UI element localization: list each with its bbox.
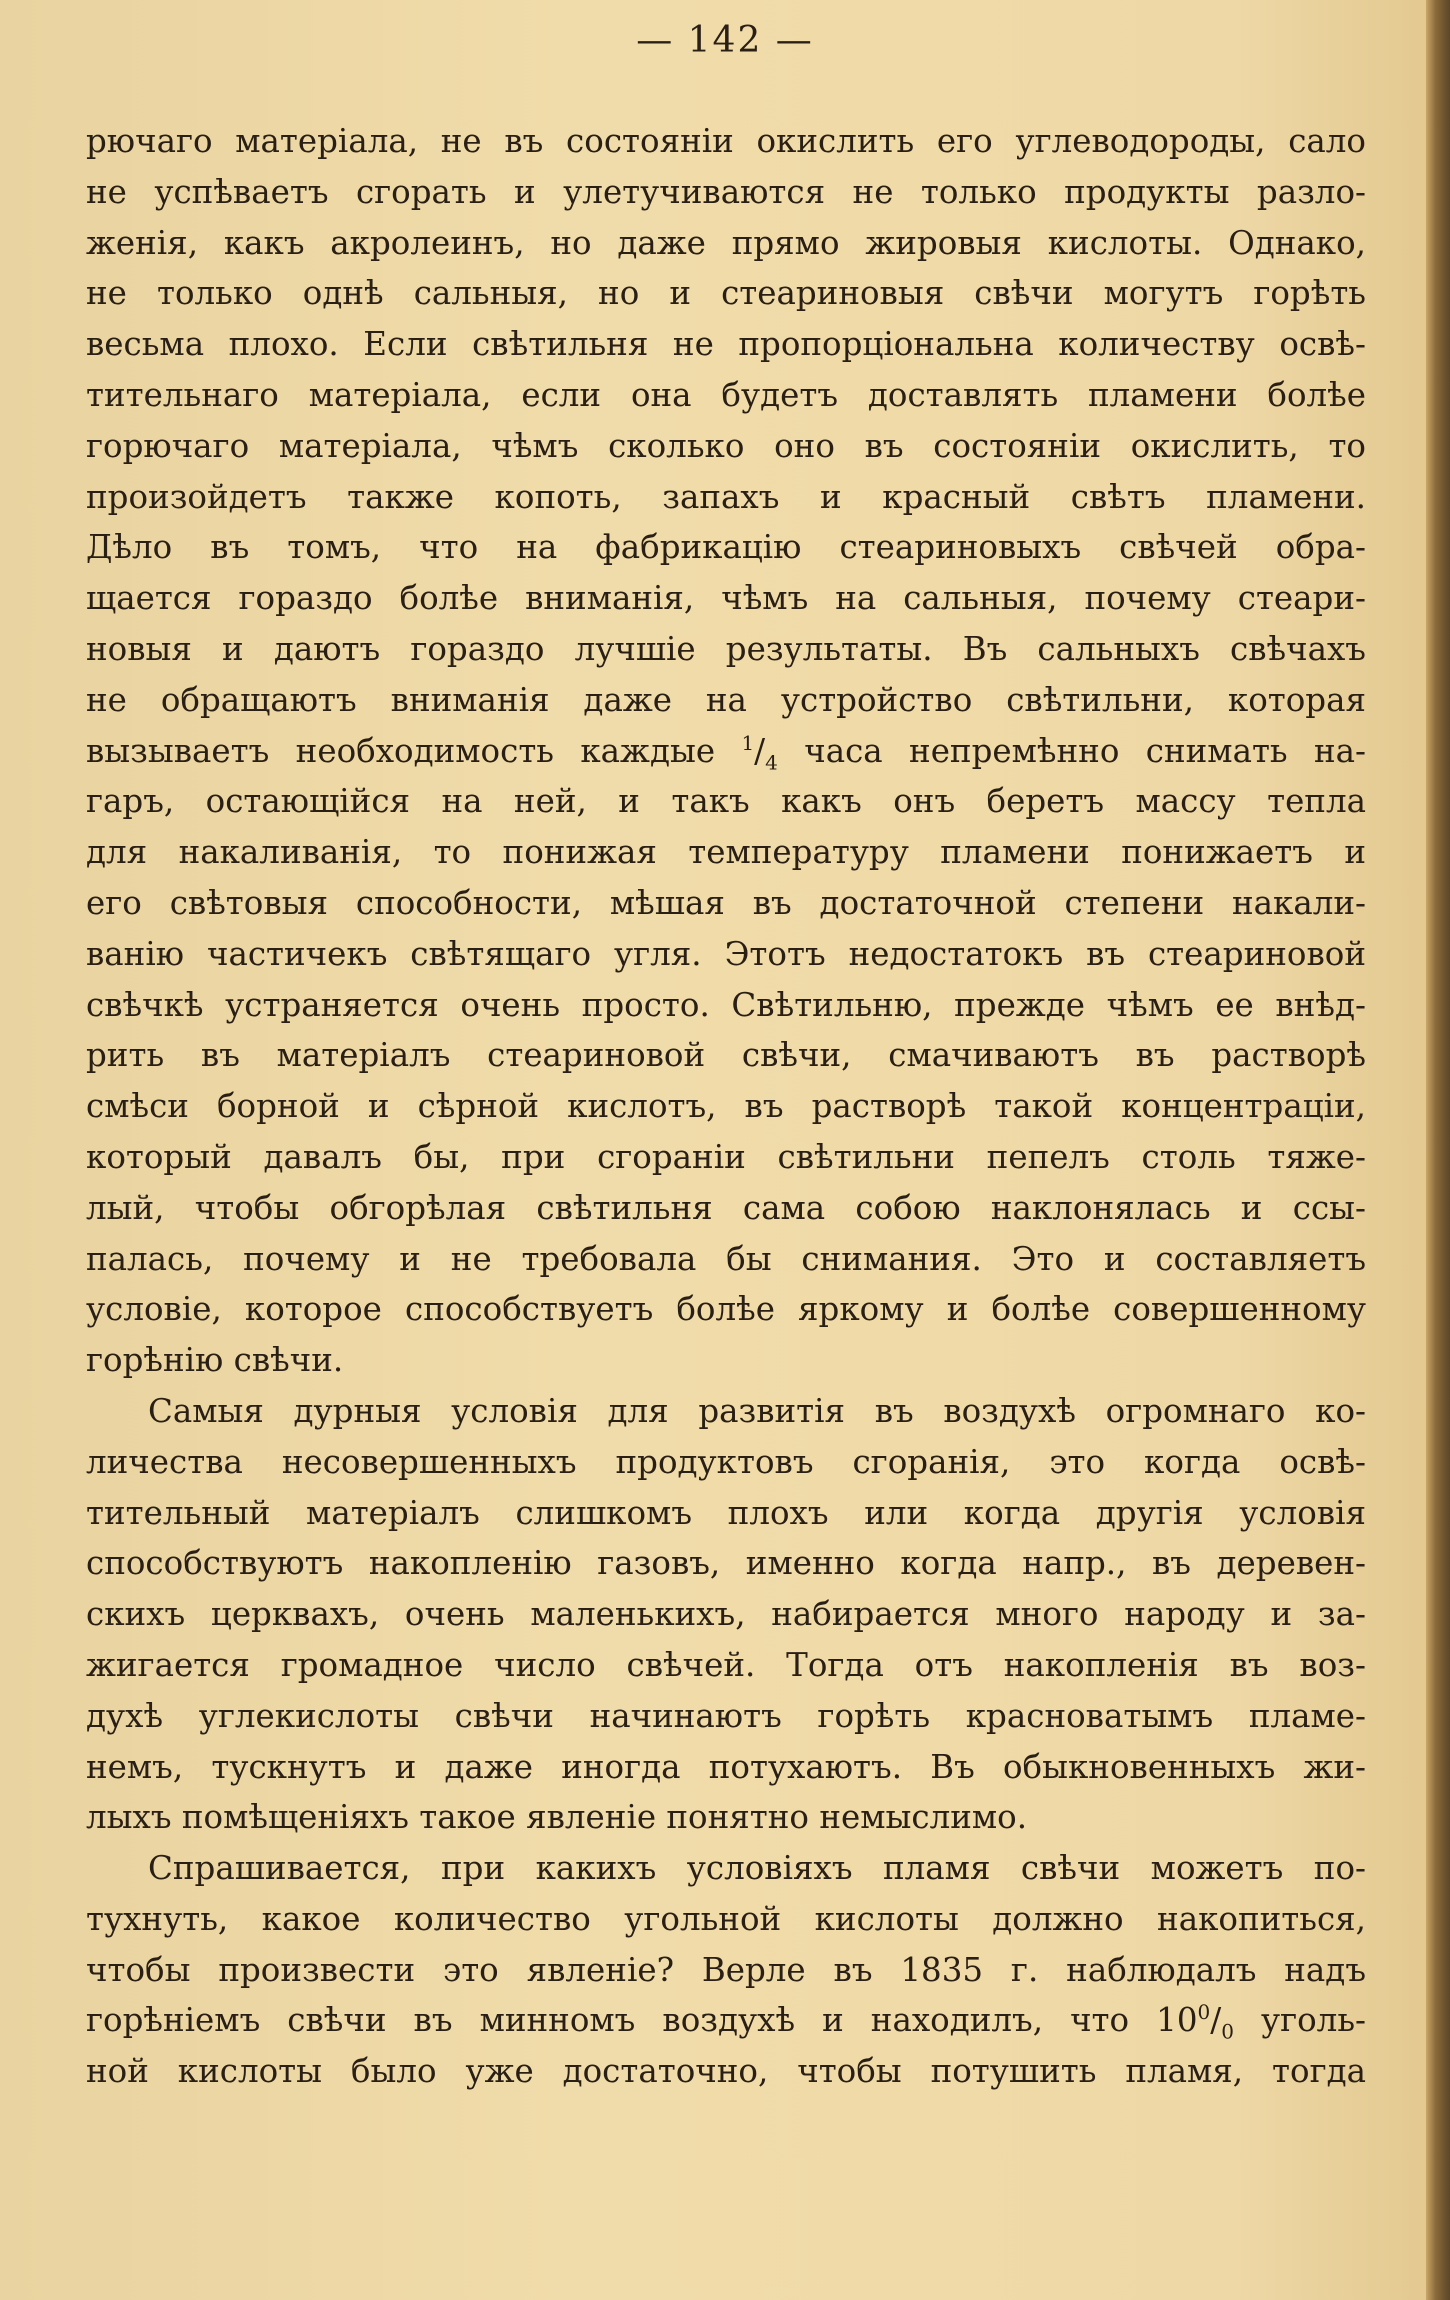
text-line: духѣ углекислоты свѣчи начинаютъ горѣть красноватымъ пламе- (86, 1696, 1366, 1735)
text-line: способствуютъ накопленію газовъ, именно когда напр., въ деревен- (86, 1544, 1366, 1583)
text-line: тительнаго матеріала, если она будетъ доставлять пламени болѣе (86, 375, 1366, 414)
text-line: горючаго матеріала, чѣмъ сколько оно въ состояніи окислить, то (86, 426, 1366, 465)
text-line: не успѣваетъ сгорать и улетучиваются не только продукты разло- (86, 172, 1366, 211)
text-line: рить въ матеріалъ стеариновой свѣчи, смачиваютъ въ растворѣ (86, 1036, 1366, 1075)
text-line: жигается громадное число свѣчей. Тогда отъ накопленія въ воз- (86, 1645, 1366, 1684)
text-line: новыя и даютъ гораздо лучшіе результаты. Въ сальныхъ свѣчахъ (86, 629, 1366, 668)
text-line-fraction (86, 726, 1366, 777)
fraction-line-before: вызываетъ необходимость каждые (86, 731, 742, 770)
percent-line-after: уголь- (1233, 2001, 1366, 2040)
text-line: женія, какъ акролеинъ, но даже прямо жировыя кислоты. Однако, (86, 223, 1366, 262)
text-line: лый, чтобы обгорѣлая свѣтильня сама собою наклонялась и ссы- (86, 1188, 1366, 1227)
text-line: свѣчкѣ устраняется очень просто. Свѣтильню, прежде чѣмъ ее внѣд- (86, 985, 1366, 1024)
page-number: — 142 — (636, 20, 814, 61)
text-line-paragraph-end: лыхъ помѣщеніяхъ такое явленіе понятно немыслимо. (86, 1798, 1028, 1837)
text-line-paragraph-start: Самыя дурныя условія для развитія въ воздухѣ огромнаго ко- (148, 1391, 1366, 1430)
text-line: весьма плохо. Если свѣтильня не пропорціональна количеству освѣ- (86, 325, 1366, 364)
book-spine-edge (1426, 0, 1450, 2300)
fraction-numerator: 1 (741, 730, 755, 755)
text-line: ванію частичекъ свѣтящаго угля. Этотъ недостатокъ въ стеариновой (86, 934, 1366, 973)
fraction-line-after: часа непремѣнно снимать на- (777, 731, 1366, 770)
text-line: не обращаютъ вниманія даже на устройство свѣтильни, которая (86, 680, 1366, 719)
percent-sub: 0 (1221, 2019, 1234, 2044)
text-line: который давалъ бы, при сгораніи свѣтильни пепелъ столь тяже- (86, 1137, 1366, 1176)
text-line: Дѣло въ томъ, что на фабрикацію стеариновыхъ свѣчей обра- (86, 528, 1366, 567)
text-line-paragraph-start: Спрашивается, при какихъ условіяхъ пламя свѣчи можетъ по- (148, 1849, 1366, 1888)
text-line-paragraph-end: горѣнію свѣчи. (86, 1341, 344, 1380)
text-line: тухнуть, какое количество угольной кислоты должно накопиться, (86, 1899, 1366, 1938)
text-line: не только однѣ сальныя, но и стеариновыя свѣчи могутъ горѣть (86, 274, 1366, 313)
text-line: смѣси борной и сѣрной кислотъ, въ растворѣ такой концентраціи, (86, 1087, 1366, 1126)
text-line: произойдетъ также копоть, запахъ и красный свѣтъ пламени. (86, 477, 1366, 516)
text-line: его свѣтовыя способности, мѣшая въ достаточной степени накали- (86, 883, 1366, 922)
page-text (86, 116, 1366, 2097)
text-line: гаръ, остающійся на ней, и такъ какъ онъ беретъ массу тепла (86, 782, 1366, 821)
fraction-slash: / (754, 731, 766, 770)
text-line: рючаго матеріала, не въ состояніи окислить его углеводороды, сало (86, 122, 1366, 160)
text-line: немъ, тускнутъ и даже иногда потухаютъ. Въ обыкновенныхъ жи- (86, 1747, 1366, 1786)
text-line: щается гораздо болѣе вниманія, чѣмъ на сальныя, почему стеари- (86, 579, 1366, 618)
text-line-percent (86, 1995, 1366, 2046)
text-line: ной кислоты было уже достаточно, чтобы потушить пламя, тогда (86, 2052, 1366, 2091)
text-line: скихъ церквахъ, очень маленькихъ, набирается много народу и за- (86, 1595, 1366, 1634)
text-line: личества несовершенныхъ продуктовъ сгоранія, это когда освѣ- (86, 1442, 1366, 1481)
text-line: палась, почему и не требовала бы снимания. Это и составляетъ (86, 1239, 1366, 1278)
text-line: для накаливанія, то понижая температуру пламени понижаетъ и (86, 833, 1366, 872)
fraction-denominator: 4 (765, 750, 778, 775)
percent-line-before: горѣніемъ свѣчи въ минномъ воздухѣ и находилъ, что 10 (86, 2001, 1198, 2040)
text-line: чтобы произвести это явленіе? Верле въ 1835 г. наблюдалъ надъ (86, 1950, 1366, 1989)
text-line: тительный матеріалъ слишкомъ плохъ или когда другія условія (86, 1493, 1366, 1532)
percent-sup: 0 (1197, 2000, 1211, 2025)
percent-slash: / (1210, 2001, 1222, 2040)
text-line: условіе, которое способствуетъ болѣе яркому и болѣе совершенному (86, 1290, 1366, 1329)
